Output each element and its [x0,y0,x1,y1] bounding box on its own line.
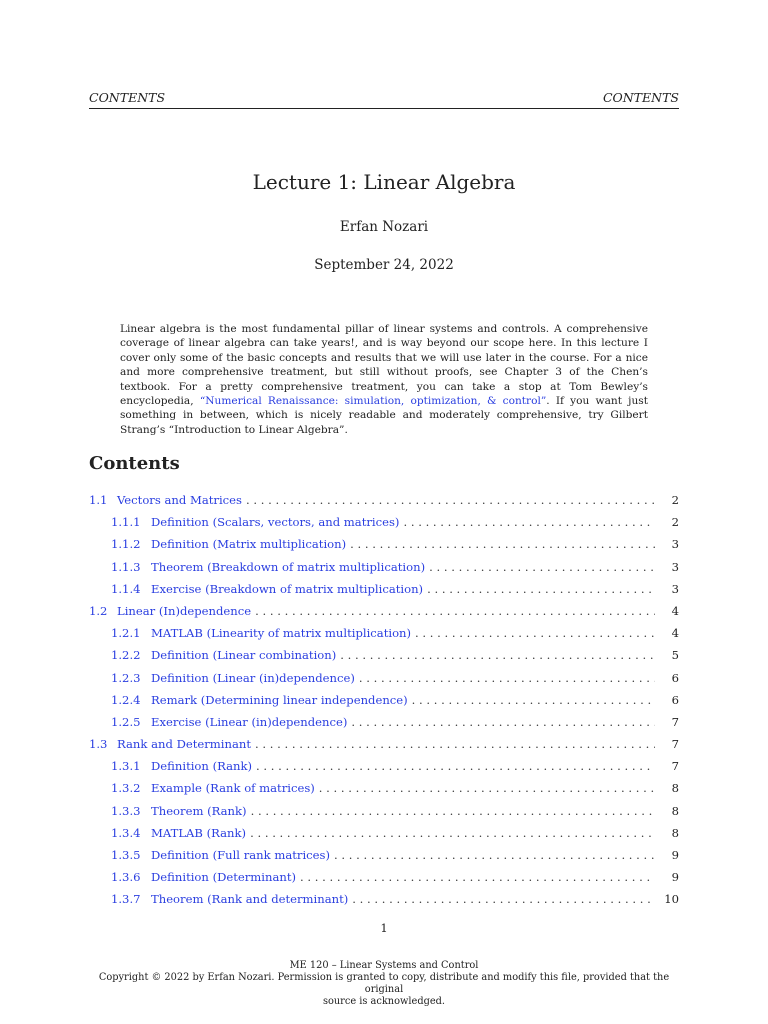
toc-dot-leader [415,622,655,644]
toc-subsection-entry[interactable] [89,800,679,822]
toc-dot-leader [352,888,655,910]
toc-dot-leader [255,600,655,622]
toc-dot-leader [251,800,655,822]
toc-subsection-entry[interactable] [89,667,679,689]
toc-entry-number[interactable]: 1.2.2 [111,648,141,663]
toc-entry-title[interactable]: Definition (Determinant) [151,870,297,885]
toc-entry-title[interactable]: Vectors and Matrices [117,493,242,507]
toc-entry-title[interactable]: Example (Rank of matrices) [151,781,315,796]
toc-entry-page: 8 [671,825,679,840]
toc-entry-page: 9 [671,848,679,862]
toc-dot-leader [350,533,655,555]
toc-dot-leader [412,689,655,711]
toc-entry-page: 7 [671,737,679,752]
toc-entry-title[interactable]: Exercise (Breakdown of matrix multiplication) [151,581,424,596]
toc-entry-number[interactable]: 1.1.4 [111,581,141,596]
toc-subsection-entry[interactable] [89,711,679,733]
toc-subsection-entry[interactable] [89,644,679,666]
toc-entry-title[interactable]: Definition (Rank) [151,759,253,774]
toc-section-entry[interactable] [89,600,679,622]
toc-subsection-entry[interactable] [89,689,679,711]
toc-entry-title[interactable]: Remark (Determining linear independence) [151,692,408,707]
numerical-renaissance-link[interactable]: “Numerical Renaissance: simulation, optimization, & control” [199,395,547,408]
toc-entry-title[interactable]: Theorem (Rank) [151,803,247,818]
document-title: Lecture 1: Linear Algebra [252,170,516,194]
toc-entry-page: 9 [671,870,679,885]
toc-entry-title[interactable]: Rank and Determinant [117,737,251,752]
toc-dot-leader [351,711,655,733]
toc-dot-leader [429,556,655,578]
footer-course: ME 120 – Linear Systems and Control [289,960,479,971]
toc-entry-number[interactable]: 1.2.3 [111,670,141,685]
toc-entry-page: 8 [671,781,679,796]
toc-subsection-entry[interactable] [89,822,679,844]
toc-subsection-entry[interactable] [89,511,679,533]
toc-entry-number[interactable]: 1.3.7 [111,892,141,907]
toc-entry-title[interactable]: Theorem (Breakdown of matrix multiplication) [151,559,426,574]
toc-entry-number[interactable]: 1.1.3 [111,559,141,574]
toc-entry-page: 6 [671,692,679,707]
toc-dot-leader [427,578,655,600]
toc-entry-number[interactable]: 1.1.2 [111,537,141,552]
toc-subsection-entry[interactable] [89,844,679,866]
toc-entry-title[interactable]: Linear (In)dependence [117,603,252,618]
footer [80,960,688,1008]
toc-entry-page: 2 [671,515,679,530]
toc-entry-page: 4 [671,603,679,618]
abstract [120,322,648,437]
toc-entry-title[interactable]: Definition (Full rank matrices) [151,848,330,862]
toc-dot-leader [246,489,655,511]
toc-entry-number[interactable]: 1.3.2 [111,781,141,796]
toc-dot-leader [255,733,655,755]
toc-entry-title[interactable]: Exercise (Linear (in)dependence) [151,714,348,729]
toc-entry-page: 10 [664,892,679,907]
toc-dot-leader [319,777,655,799]
toc-entry-number[interactable]: 1.3.6 [111,870,141,885]
header-left: CONTENTS [89,90,166,105]
toc-entry-number[interactable]: 1.2.4 [111,692,141,707]
abstract-text-2: . If you want just something in between, which is nicely readable and moderately comprehensive, try Gilbert Strang’s “Introduction to Linear Algebra”. [120,395,648,436]
toc-subsection-entry[interactable] [89,866,679,888]
header-right: CONTENTS [602,90,679,105]
toc-dot-leader [403,511,655,533]
toc-entry-number[interactable]: 1.2.5 [111,714,141,729]
toc-entry-number[interactable]: 1.3 [89,737,108,752]
toc-entry-number[interactable]: 1.3.3 [111,803,141,818]
toc-entry-title[interactable]: Definition (Linear (in)dependence) [151,670,355,685]
toc-entry-title[interactable]: Definition (Scalars, vectors, and matrices) [151,515,400,530]
toc-entry-page: 5 [671,648,679,663]
toc-entry-number[interactable]: 1.3.4 [111,825,141,840]
toc-subsection-entry[interactable] [89,755,679,777]
toc-subsection-entry[interactable] [89,578,679,600]
toc-dot-leader [250,822,655,844]
toc-subsection-entry[interactable] [89,777,679,799]
toc-entry-page: 7 [671,759,679,774]
toc-entry-number[interactable]: 1.1 [89,493,108,507]
date: September 24, 2022 [314,257,454,273]
toc-section-entry[interactable] [89,733,679,755]
toc-dot-leader [256,755,655,777]
toc-dot-leader [340,644,655,666]
toc-entry-title[interactable]: Definition (Matrix multiplication) [151,537,347,552]
toc-entry-page: 3 [671,537,679,552]
toc-section-entry[interactable] [89,489,679,511]
toc-entry-page: 8 [671,803,679,818]
toc-subsection-entry[interactable] [89,888,679,910]
toc-entry-number[interactable]: 1.3.5 [111,848,141,862]
toc-subsection-entry[interactable] [89,622,679,644]
abstract-text-1: Linear algebra is the most fundamental pillar of linear systems and controls. A comprehensive coverage of linear algebra can take years!, and is way beyond our scope here. In this lecture I cover only some of the basic concepts and results that we will use later in the course. For a nice and more comprehensive treatment, but still without proofs, see Chapter 3 of the Chen’s textbook. For a pretty comprehensive treatment, you can take a stop at Tom Bewley’s encyclopedia, [120,323,648,408]
toc-entry-page: 4 [671,626,679,641]
contents-heading: Contents [89,453,180,474]
toc-entry-number[interactable]: 1.2 [89,603,108,618]
toc-dot-leader [334,844,655,866]
toc-entry-number[interactable]: 1.2.1 [111,626,141,641]
toc-entry-page: 6 [671,670,679,685]
toc-entry-title[interactable]: Definition (Linear combination) [151,648,337,663]
toc-subsection-entry[interactable] [89,533,679,555]
toc-entry-title[interactable]: Theorem (Rank and determinant) [151,892,349,907]
footer-copyright: Copyright © 2022 by Erfan Nozari. Permission is granted to copy, distribute and modify this file, provided that the original [98,972,670,995]
toc-dot-leader [359,667,655,689]
toc-entry-number[interactable]: 1.3.1 [111,759,141,774]
footer-acknowledgment: source is acknowledged. [322,996,446,1007]
toc-entry-page: 7 [671,714,679,729]
page-number: 1 [380,921,388,935]
toc-subsection-entry[interactable] [89,556,679,578]
toc-dot-leader [300,866,655,888]
toc-entry-page: 3 [671,581,679,596]
toc-entry-number[interactable]: 1.1.1 [111,515,141,530]
toc-entry-page: 3 [671,559,679,574]
toc-entry-title[interactable]: MATLAB (Rank) [151,825,247,840]
author: Erfan Nozari [339,219,429,235]
toc-entry-page: 2 [671,493,679,507]
table-of-contents [89,489,679,911]
running-header [89,90,679,109]
toc-entry-title[interactable]: MATLAB (Linearity of matrix multiplication) [151,626,412,641]
